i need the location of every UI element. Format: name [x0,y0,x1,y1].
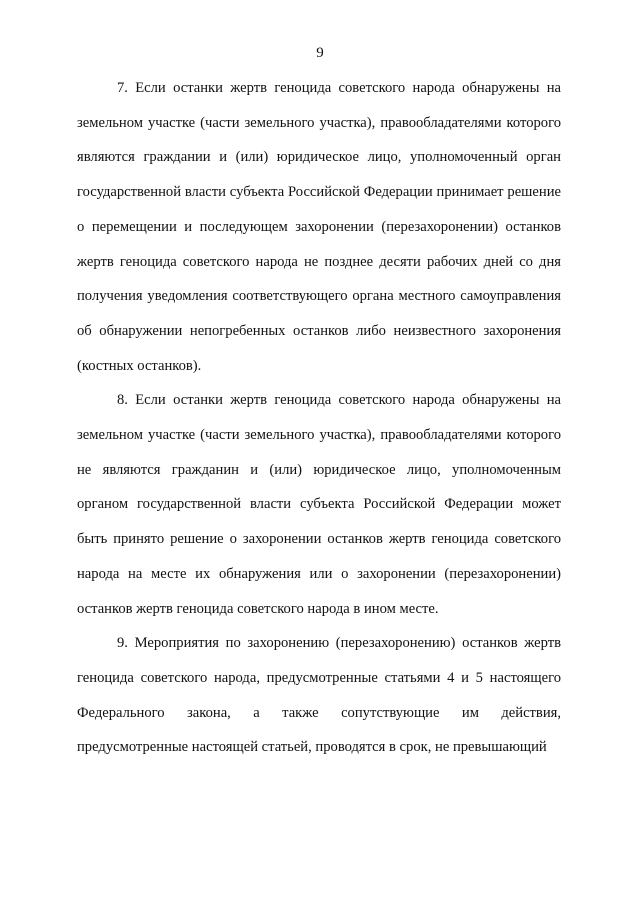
paragraph-7: 7. Если останки жертв геноцида советского народа обнаружены на земельном участке (части земельного участка), правообладателями которого являются граждании и (или) юридическое лицо, уполномоченный орган государственной власти субъекта Российской Федерации принимает решение о перемещении и последующем захоронении (перезахоронении) останков жертв геноцида советского народа не позднее десяти рабочих дней со дня получения уведомления соответствующего органа местного самоуправления об обнаружении непогребенных останков либо неизвестного захоронения (костных останков). [77,80,561,374]
page-number: 9 [316,45,324,61]
paragraph-8: 8. Если останки жертв геноцида советского народа обнаружены на земельном участке (части земельного участка), правообладателями которого не являются гражданин и (или) юридическое лицо, уполномоченным органом государственной власти субъекта Российской Федерации может быть принято решение о захоронении останков жертв геноцида советского народа на месте их обнаружения или о захоронении (перезахоронении) останков жертв геноцида советского народа в ином месте. [77,392,561,617]
paragraph-9: 9. Мероприятия по захоронению (перезахоронению) останков жертв геноцида советского народа, предусмотренные статьями 4 и 5 настоящего Федерального закона, а также сопутствующие им действия, предусмотренные настоящей статьей, проводятся в срок, не превышающий [77,635,561,756]
document-body [77,71,561,765]
